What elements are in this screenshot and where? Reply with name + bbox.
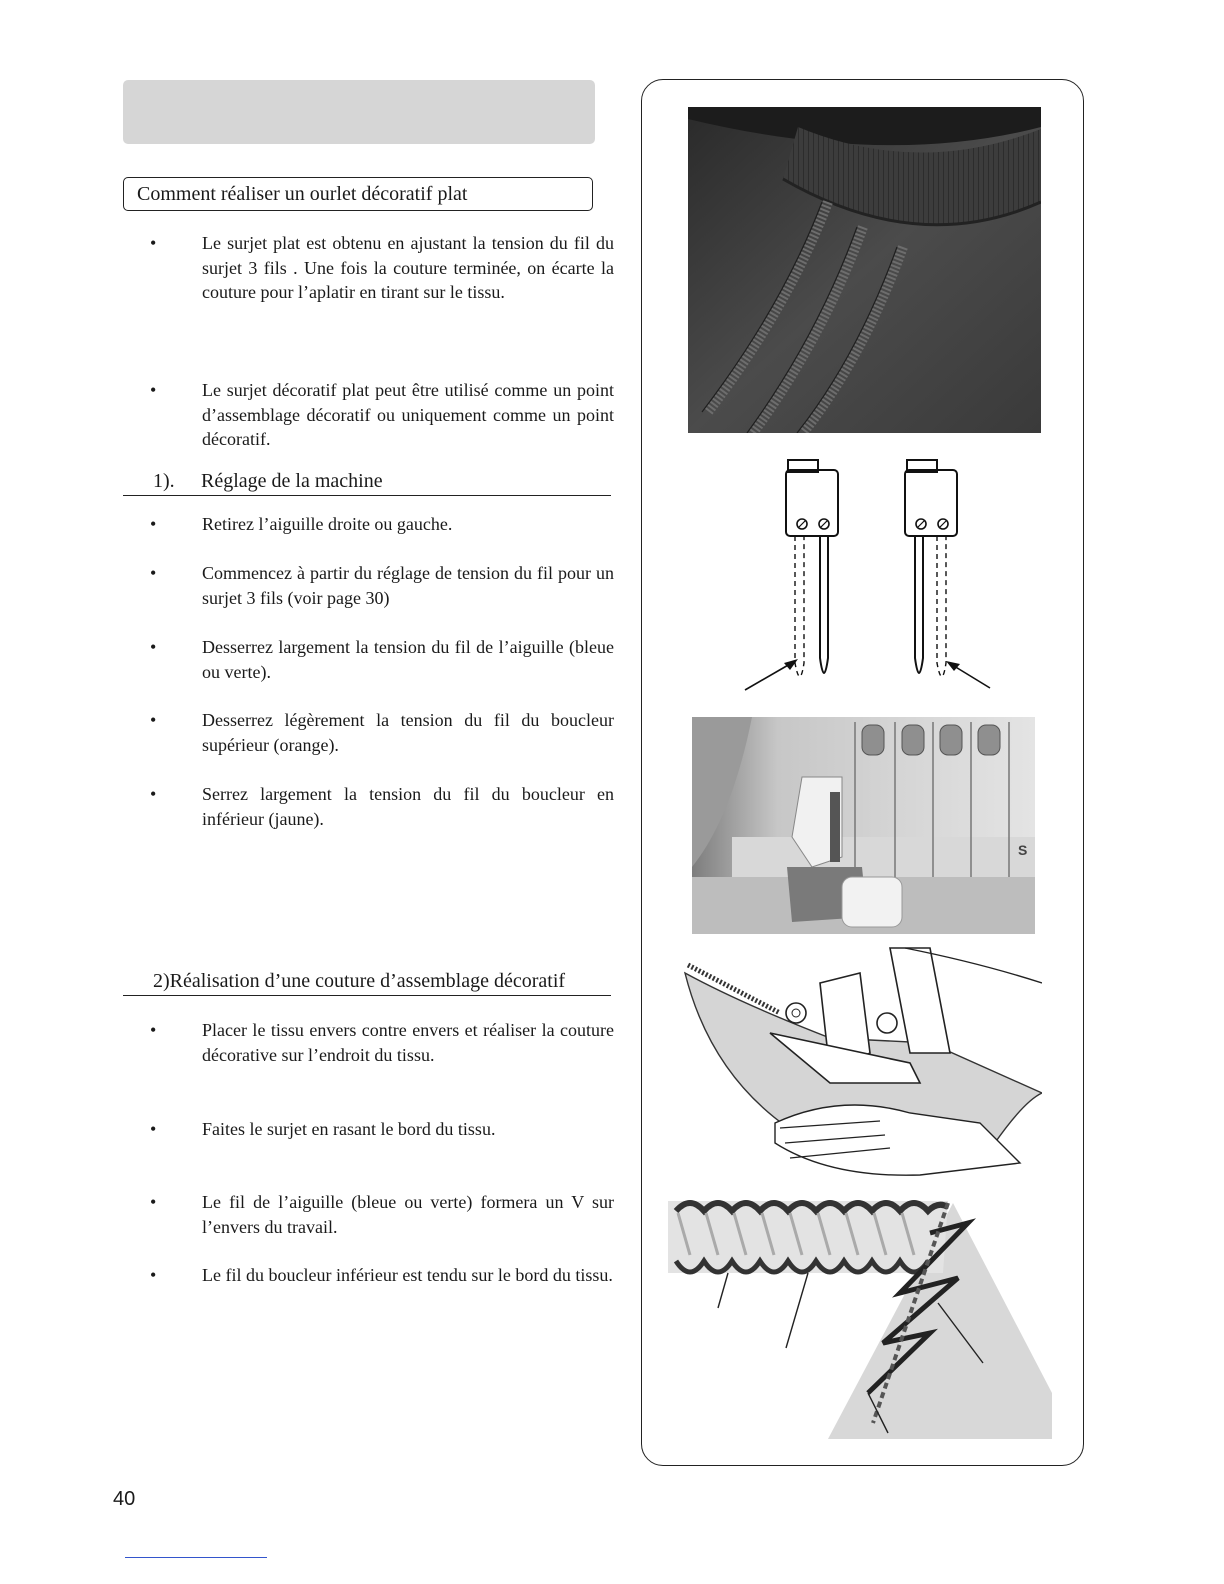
bullet-icon: •	[150, 710, 157, 730]
list-item-text: Retirez l’aiguille droite ou gauche.	[202, 514, 453, 534]
sewing-foot-diagram	[680, 943, 1042, 1185]
bullet-icon: •	[150, 637, 157, 657]
section-title: 2)Réalisation d’une couture d’assemblage décoratif	[153, 970, 566, 992]
section-title: Réglage de la machine	[201, 470, 383, 492]
bullet-icon: •	[150, 514, 157, 534]
machine-label: S	[1018, 842, 1028, 858]
bullet-icon: •	[150, 233, 157, 253]
list-item-text: Le fil du boucleur inférieur est tendu sur le bord du tissu.	[202, 1265, 613, 1285]
list-item-text: Commencez à partir du réglage de tension du fil pour un surjet 3 fils (voir page 30)	[202, 563, 614, 608]
bullet-icon: •	[150, 380, 157, 400]
needle-diagram	[740, 458, 995, 696]
header-banner	[123, 80, 595, 144]
list-item-text: Serrez largement la tension du fil du boucleur en inférieur (jaune).	[202, 784, 614, 829]
list-item-text: Le surjet plat est obtenu en ajustant la tension du fil du surjet 3 fils . Une fois la couture terminée, on écarte la couture pour l’aplatir en tirant sur le tissu.	[202, 233, 614, 302]
stitch-diagram	[668, 1193, 1052, 1439]
sweater-photo	[688, 107, 1041, 433]
bullet-icon: •	[150, 1265, 157, 1285]
list-item-text: Le fil de l’aiguille (bleue ou verte) formera un V sur l’envers du travail.	[202, 1192, 614, 1237]
bullet-icon: •	[150, 1119, 157, 1139]
machine-photo	[692, 717, 1035, 934]
footer-rule	[125, 1557, 267, 1558]
bullet-icon: •	[150, 784, 157, 804]
list-item-text: Desserrez largement la tension du fil de l’aiguille (bleue ou verte).	[202, 637, 614, 682]
list-item-text: Le surjet décoratif plat peut être utilisé comme un point d’assemblage décoratif ou uniquement comme un point décoratif.	[202, 380, 614, 449]
list-item-text: Placer le tissu envers contre envers et réaliser la couture décorative sur l’endroit du tissu.	[202, 1020, 614, 1065]
section-number: 1).	[153, 470, 175, 492]
list-item-text: Desserrez légèrement la tension du fil du boucleur supérieur (orange).	[202, 710, 614, 755]
section-heading-2	[123, 969, 611, 996]
section-heading-1	[123, 469, 611, 496]
page-title: Comment réaliser un ourlet décoratif plat	[123, 177, 593, 211]
bullet-icon: •	[150, 1192, 157, 1212]
bullet-icon: •	[150, 1020, 157, 1040]
page-number: 40	[113, 1488, 136, 1510]
bullet-icon: •	[150, 563, 157, 583]
list-item-text: Faites le surjet en rasant le bord du tissu.	[202, 1119, 496, 1139]
